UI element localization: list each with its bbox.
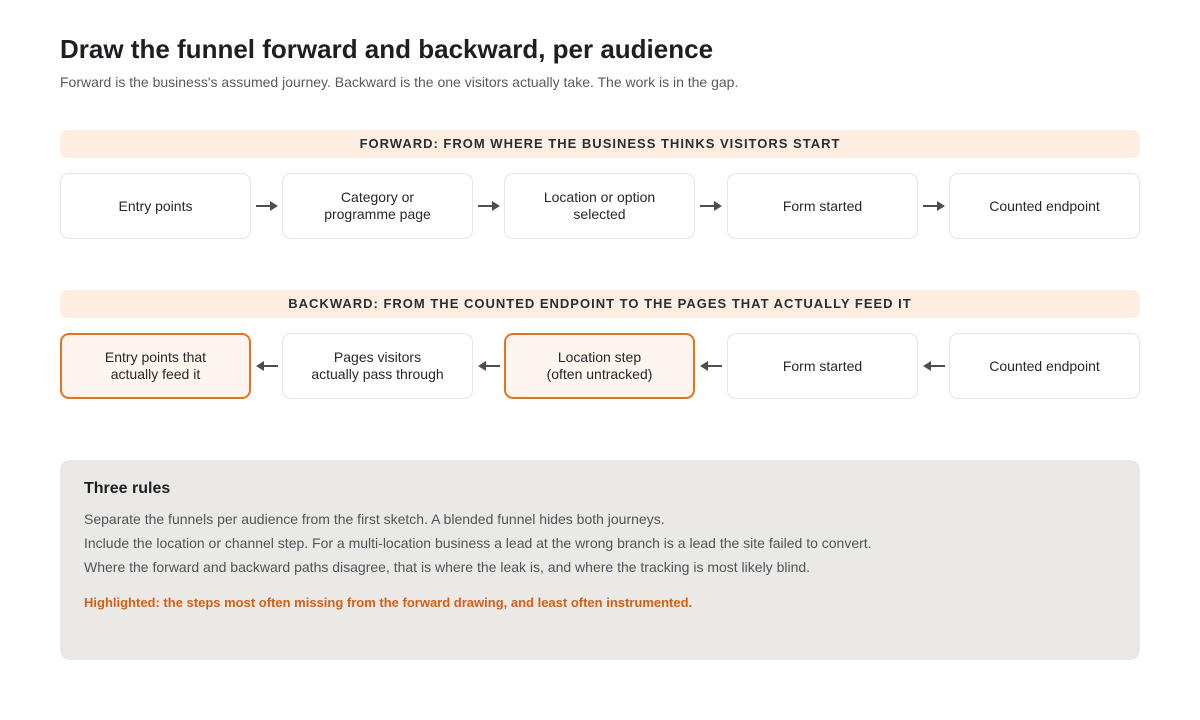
highlight-note: Highlighted: the steps most often missing from the forward drawing, and least often instrumented. (84, 595, 693, 610)
backward-step-form-started: Form started (727, 333, 918, 399)
backward-funnel-row (60, 333, 1140, 399)
backward-step-entry-points: Entry points that actually feed it (60, 333, 251, 399)
rule-item: Include the location or channel step. For a multi-location business a lead at the wrong branch is a lead the site failed to convert. (84, 535, 872, 551)
page-title: Draw the funnel forward and backward, per audience (60, 34, 714, 64)
rules-title: Three rules (84, 480, 171, 497)
forward-step-location-selected: Location or option selected (504, 173, 695, 239)
forward-step-counted-endpoint: Counted endpoint (949, 173, 1140, 239)
forward-step-category-page: Category or programme page (282, 173, 473, 239)
forward-funnel-row (60, 173, 1140, 239)
forward-band: FORWARD: FROM WHERE THE BUSINESS THINKS VISITORS START (60, 130, 1140, 158)
left-arrow-icon (473, 355, 504, 377)
rule-item: Separate the funnels per audience from the first sketch. A blended funnel hides both journeys. (84, 511, 665, 527)
backward-step-counted-endpoint: Counted endpoint (949, 333, 1140, 399)
rules-panel (60, 460, 1140, 660)
left-arrow-icon (251, 355, 282, 377)
forward-step-entry-points: Entry points (60, 173, 251, 239)
rule-item: Where the forward and backward paths disagree, that is where the leak is, and where the tracking is most likely blind. (84, 559, 811, 575)
right-arrow-icon (473, 195, 504, 217)
backward-band: BACKWARD: FROM THE COUNTED ENDPOINT TO THE PAGES THAT ACTUALLY FEED IT (60, 290, 1140, 318)
left-arrow-icon (695, 355, 726, 377)
left-arrow-icon (918, 355, 949, 377)
right-arrow-icon (695, 195, 726, 217)
backward-step-location: Location step (often untracked) (504, 333, 695, 399)
backward-step-pages-visited: Pages visitors actually pass through (282, 333, 473, 399)
forward-step-form-started: Form started (727, 173, 918, 239)
right-arrow-icon (918, 195, 949, 217)
page-subtitle: Forward is the business's assumed journey. Backward is the one visitors actually take. The work is in the gap. (60, 74, 739, 90)
right-arrow-icon (251, 195, 282, 217)
